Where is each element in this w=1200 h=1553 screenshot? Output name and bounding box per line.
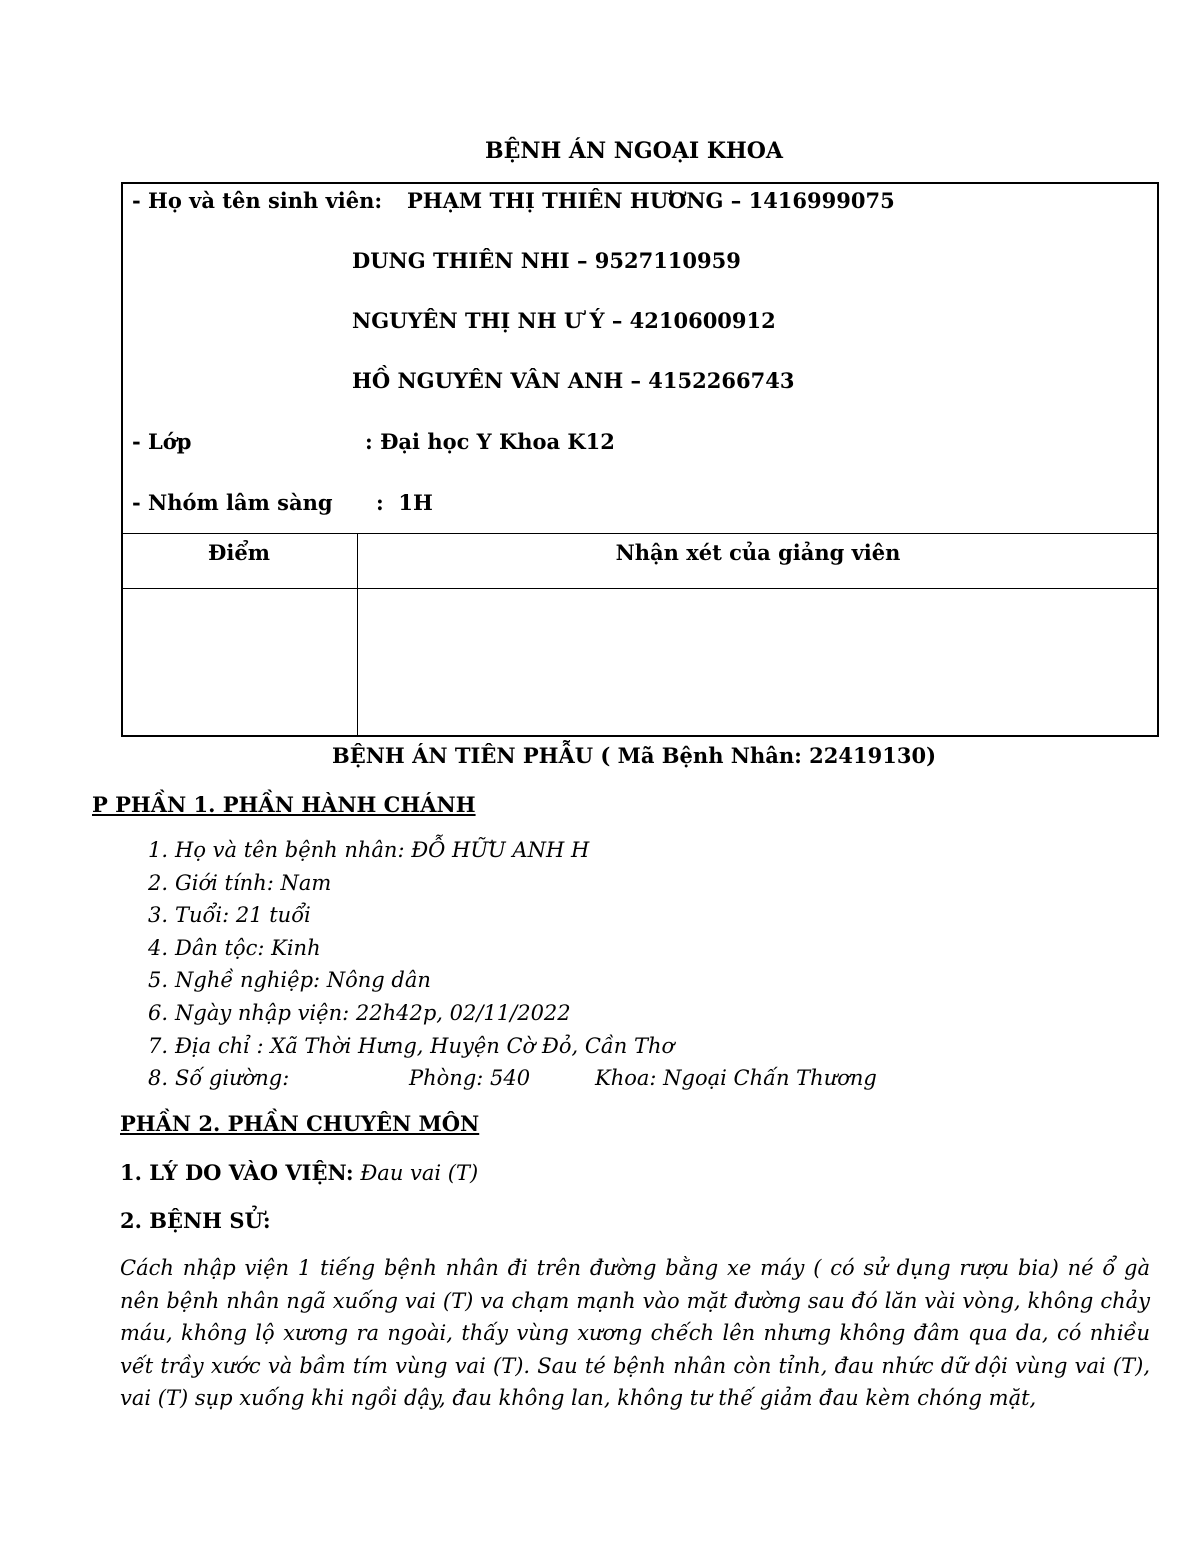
list-item: 7. Địa chỉ : Xã Thời Hưng, Huyện Cờ Đỏ, Cần Thơ [148, 1033, 675, 1058]
patient-info-list [148, 834, 877, 1095]
group-value: : 1H [376, 490, 433, 515]
history-label: 2. BỆNH SỬ: [120, 1208, 271, 1233]
bed-label: Số giường: [175, 1066, 290, 1091]
room-label: Phòng: 540 [409, 1066, 531, 1091]
list-item: 1. Họ và tên bệnh nhân: ĐỖ HỮU ANH H [148, 838, 590, 862]
list-item: 3. Tuổi: 21 tuổi [148, 903, 311, 928]
list-item: 5. Nghề nghiệp: Nông dân [148, 968, 431, 993]
document-title: BỆNH ÁN NGOẠI KHOA [485, 138, 783, 164]
reason-label: 1. LÝ DO VÀO VIỆN: [120, 1160, 354, 1185]
reason-row [120, 1160, 478, 1185]
table-divider [123, 588, 1157, 589]
reason-value: Đau vai (T) [360, 1161, 479, 1185]
list-item-bed: 8. Số giường: Phòng: 540 Khoa: Ngoại Chấn Thương [148, 1062, 674, 1095]
comment-header: Nhận xét của giảng viên [615, 540, 901, 565]
class-value: : Đại học Y Khoa K12 [365, 429, 615, 454]
list-item: 4. Dân tộc: Kinh [148, 935, 321, 960]
group-label: - Nhóm lâm sàng [132, 490, 333, 515]
part2-heading: PHẦN 2. PHẦN CHUYÊN MÔN [120, 1111, 480, 1136]
score-header: Điểm [208, 540, 270, 565]
student-name-3: NGUYÊN THỊ NH Ư Ý – 4210600912 [352, 308, 776, 333]
student-name-1: PHẠM THỊ THIÊN HƯƠNG – 1416999075 [407, 188, 895, 213]
list-item: 2. Giới tính: Nam [148, 870, 332, 895]
department-label: Khoa: Ngoại Chấn Thương [595, 1066, 877, 1091]
preop-title: BỆNH ÁN TIÊN PHẪU ( Mã Bệnh Nhân: 22419130) [331, 743, 937, 768]
student-name-2: DUNG THIÊN NHI – 9527110959 [352, 248, 741, 273]
list-item: 6. Ngày nhập viện: 22h42p, 02/11/2022 [148, 1000, 571, 1025]
students-label: - Họ và tên sinh viên: [132, 188, 383, 213]
table-divider [123, 533, 1157, 534]
class-label: - Lớp [132, 429, 192, 454]
student-name-4: HỒ NGUYÊN VÂN ANH – 4152266743 [352, 368, 795, 393]
history-paragraph: Cách nhập viện 1 tiếng bệnh nhân đi trên đường bằng xe máy ( có sử dụng rượu bia) né ổ gà nên bệnh nhân ngã xuống vai (T) va chạm mạnh vào mặt đường sau đó lăn vài vòng, không chảy máu, không lộ xương ra ngoài, thấy vùng xương chếch lên nhưng không đâm qua da, có nhiều vết trầy xước và bầm tím vùng vai (T). Sau té bệnh nhân còn tỉnh, đau nhức dữ dội vùng vai (T), vai (T) sụp xuống khi ngồi dậy, đau không lan, không tư thế giảm đau kèm chóng mặt, [120, 1256, 1150, 1410]
part1-heading: P PHẦN 1. PHẦN HÀNH CHÁNH [92, 792, 476, 817]
